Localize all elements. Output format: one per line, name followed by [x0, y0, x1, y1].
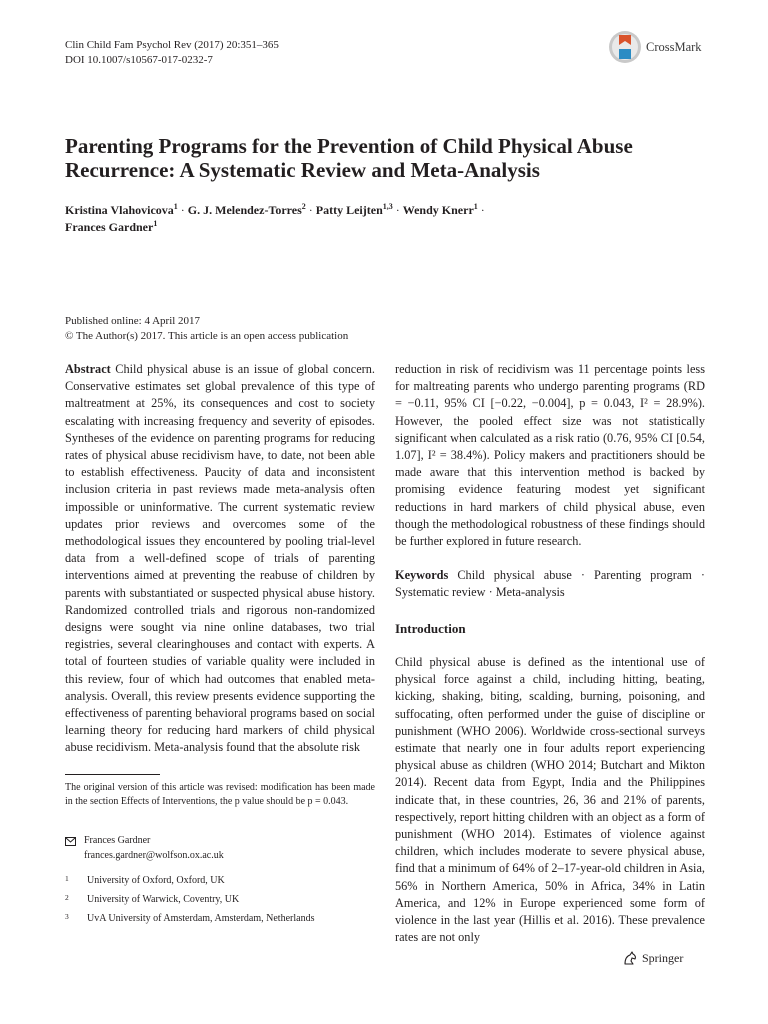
author-name: G. J. Melendez-Torres$^2$ — [187, 202, 306, 217]
author-separator: · — [392, 203, 403, 217]
corresponding-email[interactable]: frances.gardner@wolfson.ox.ac.uk — [84, 849, 224, 861]
published-date: Published online: 4 April 2017 — [65, 315, 201, 327]
correspondence — [65, 834, 224, 863]
affiliation-2: 2 University of Warwick, Coventry, UK — [65, 893, 240, 905]
keywords — [395, 567, 705, 601]
author-affiliation-mark: 1 — [153, 219, 158, 228]
author-affiliation-mark: 1 — [173, 202, 178, 211]
author-name: Wendy Knerr$^1$ — [402, 202, 478, 217]
author-name: Patty Leijten$^{1,3}$ — [315, 202, 393, 217]
introduction-body — [395, 654, 705, 946]
introduction-text: Child physical abuse is defined as the intentional use of physical force against a child, including hitting, beating, kicking, shaking, biting, scalding, burning, poisoning, and suffocating, often performed under the guise of discipline or punishment (WHO 2006). Worldwide cross-sectional surveys estimate that nearly one in four adults report experiencing physical abuse as children (WHO 2014; Butchart and Mikton 2014). Recent data from Egypt, India and the Philippines indicate that, in these countries, 26, 36 and 21% of parents, respectively, report hitting children with an object as a form of punishment (WHO 2014). Estimates of violence against children, which includes moderate to severe physical abuse, find that a minimum of 64% of 2–17-year-old children in Asia, 56% in Northern America, 50% in Africa, 34% in Latin America, and 12% in Europe experienced some form of violence in the last year (Hillis et al. 2016). These prevalence rates are not only — [395, 655, 705, 945]
crossmark-badge[interactable] — [608, 30, 702, 64]
envelope-icon — [65, 837, 76, 846]
springer-horse-icon — [622, 950, 638, 966]
abstract-text-part2: reduction in risk of recidivism was 11 percentage points less for maltreating parents who undergo parenting programs (RD = −0.11, 95% CI [−0.22, −0.004], p = 0.043, I² = 28.9%). However, the pooled effect size was not statistically significant when calculated as a risk ratio (0.76, 95% CI [0.54, 1.07], I² = 38.4%). Policy makers and practitioners should be made aware that this intervention method is backed by promising evidence featuring modest yet significant reductions in hard markers of child physical abuse, even though the methodological robustness of these findings should be further explored in future research. — [395, 362, 705, 549]
author-name: Kristina Vlahovicova$^1$ — [65, 202, 178, 217]
publisher-name: Springer — [642, 950, 684, 965]
copyright-notice: © The Author(s) 2017. This article is an open access publication — [65, 330, 349, 342]
journal-metadata — [65, 38, 279, 68]
article-title: Parenting Programs for the Prevention of Child Physical Abuse Recurrence: A Systematic Review and Meta-Analysis — [65, 134, 633, 182]
abstract-text-part1: Child physical abuse is an issue of global concern. Conservative estimates set global prevalence of this type of maltreatment at 25%, its consequences and cost to society escalating with increasing frequency and severity of episodes. Syntheses of the evidence on parenting programs for reducing rates of physical abuse recidivism have, to date, not been able to establish effectiveness. Paucity of data and inconsistent inclusion criteria in past reviews made meta-analysis often impossible or uninformative. The current systematic review updates prior reviews and overcomes some of the methodological issues they encountered by pooling trial-level data from a well-defined scope of trials of parenting interventions aimed at preventing the reabuse of children by parents with substantiated or suspected physical abuse history. Randomized controlled trials and rigorous non-randomized designs were sought via nine online databases, two trial registries, several clearinghouses and contact with experts. A total of fourteen studies of variable quality were included in this review, four of which had outcomes that enabled meta-analysis. Overall, this review presents evidence supporting the effectiveness of parenting behavioral programs based on social learning theory for reducing hard markers of child physical abuse recidivism. Meta-analysis found that the absolute risk — [65, 362, 375, 755]
author-list — [65, 202, 715, 236]
journal-citation: Clin Child Fam Psychol Rev (2017) 20:351–365 — [65, 39, 279, 51]
keywords-text: Child physical abuse · Parenting program · Systematic review · Meta-analysis — [395, 568, 705, 600]
affiliation-3: 3 UvA University of Amsterdam, Amsterdam, Netherlands — [65, 912, 315, 924]
revision-footnote: The original version of this article was revised: modification has been made in the section Effects of Interventions, the p value should be p = 0.043. — [65, 782, 375, 807]
publication-info — [65, 314, 348, 344]
author-separator: · — [305, 203, 316, 217]
footnote-divider — [65, 774, 160, 775]
author-affiliation-mark: 1,3 — [382, 202, 393, 211]
publisher-logo — [622, 950, 683, 966]
keywords-label: Keywords — [395, 568, 449, 583]
abstract-left-column — [65, 361, 375, 757]
author-separator: · — [477, 203, 485, 217]
abstract-label: Abstract — [65, 362, 111, 376]
author-separator: · — [177, 203, 188, 217]
author-affiliation-mark: 1 — [473, 202, 478, 211]
crossmark-icon — [608, 30, 642, 64]
abstract-right-column — [395, 361, 705, 602]
introduction-heading: Introduction — [395, 621, 466, 636]
affiliation-1: 1 University of Oxford, Oxford, UK — [65, 874, 225, 886]
author-affiliation-mark: 2 — [301, 202, 306, 211]
doi[interactable]: DOI 10.1007/s10567-017-0232-7 — [65, 54, 213, 66]
crossmark-label: CrossMark — [646, 39, 702, 54]
author-name: Frances Gardner$^1$ — [65, 219, 158, 234]
corresponding-author: Frances Gardner — [84, 835, 151, 846]
